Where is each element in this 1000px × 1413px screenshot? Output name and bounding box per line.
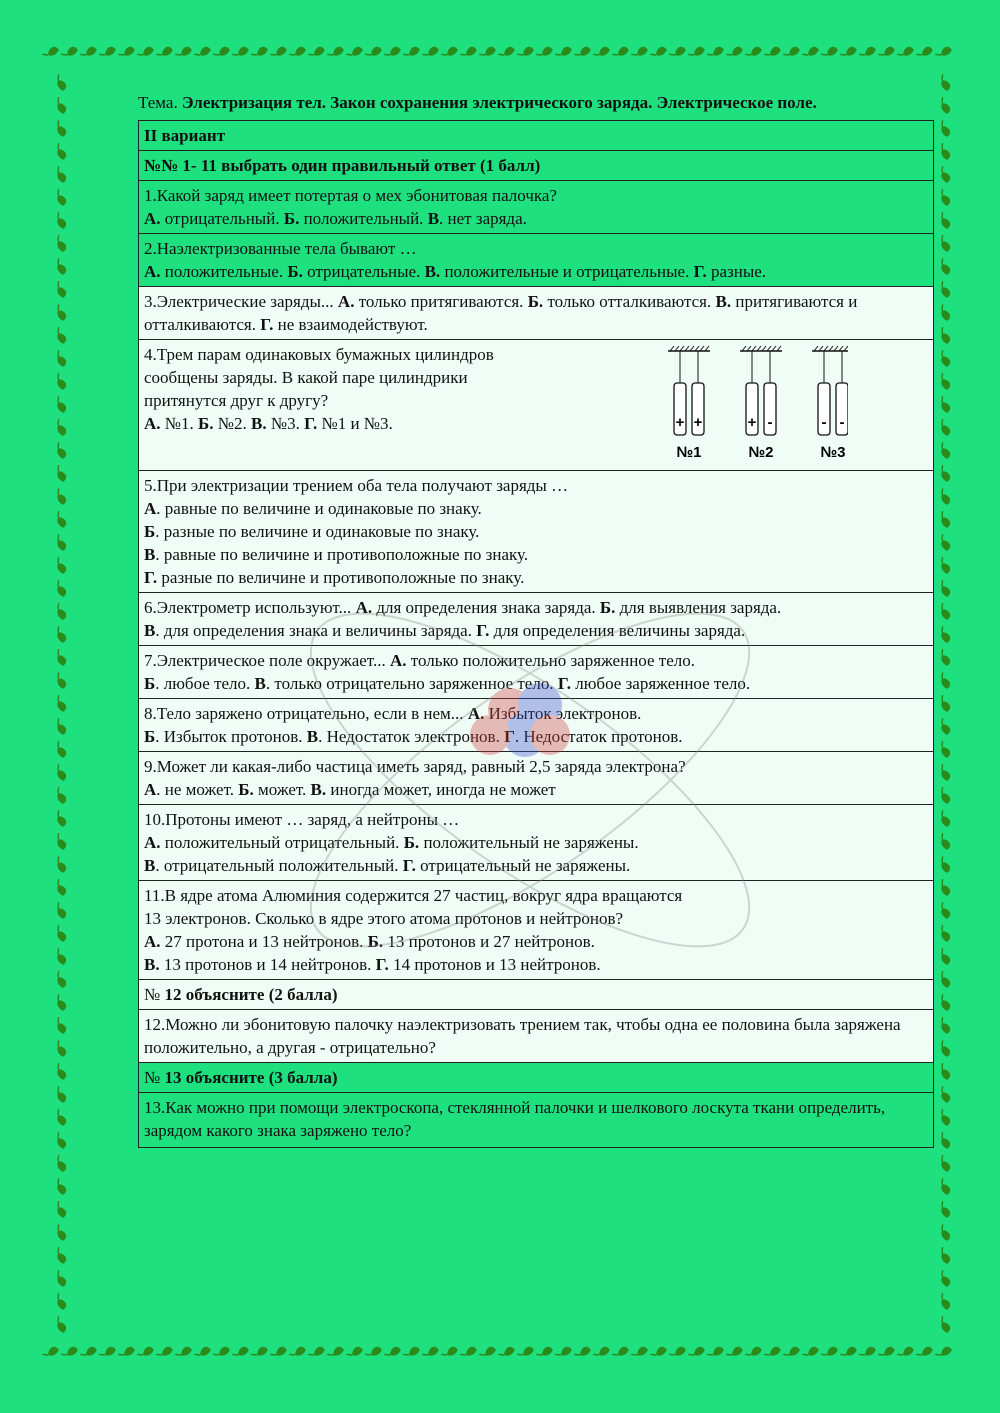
leaf-icon xyxy=(41,45,60,59)
leaf-icon xyxy=(937,1315,951,1334)
leaf-icon xyxy=(307,45,326,59)
leaf-icon xyxy=(53,1016,67,1035)
leaf-icon xyxy=(535,1345,554,1359)
leaf-icon xyxy=(687,45,706,59)
charge-sign: + xyxy=(693,414,703,431)
leaf-icon xyxy=(801,45,820,59)
leaf-icon xyxy=(725,1345,744,1359)
leaf-icon xyxy=(53,234,67,253)
leaf-icon xyxy=(937,234,951,253)
leaf-icon xyxy=(937,464,951,483)
leaf-icon xyxy=(763,1345,782,1359)
leaf-icon xyxy=(288,45,307,59)
leaf-icon xyxy=(53,1154,67,1173)
leaf-icon xyxy=(53,947,67,966)
leaf-icon xyxy=(649,1345,668,1359)
leaf-icon xyxy=(937,441,951,460)
leaf-icon xyxy=(53,763,67,782)
leaf-icon xyxy=(937,763,951,782)
leaf-icon xyxy=(937,717,951,736)
leaf-icon xyxy=(288,1345,307,1359)
leaf-icon xyxy=(326,45,345,59)
variant-row: II вариант xyxy=(139,121,934,151)
leaf-icon xyxy=(53,878,67,897)
leaf-icon xyxy=(53,257,67,276)
leaf-icon xyxy=(763,45,782,59)
leaf-icon xyxy=(937,625,951,644)
leaf-icon xyxy=(934,1345,953,1359)
leaf-icon xyxy=(269,45,288,59)
leaf-icon xyxy=(53,740,67,759)
leaf-icon xyxy=(440,45,459,59)
leaf-icon xyxy=(53,1131,67,1150)
leaf-icon xyxy=(53,96,67,115)
leaf-icon xyxy=(53,280,67,299)
leaf-icon xyxy=(53,809,67,828)
leaf-icon xyxy=(937,1292,951,1311)
charge-sign: - xyxy=(767,414,773,431)
leaf-icon xyxy=(937,188,951,207)
leaf-icon xyxy=(53,188,67,207)
cylinder-pair-3 xyxy=(812,346,848,461)
leaf-icon xyxy=(937,648,951,667)
leaf-icon xyxy=(53,694,67,713)
leaf-icon xyxy=(877,45,896,59)
section-2-header: № 12 объясните (2 балла) xyxy=(139,980,934,1010)
leaf-icon xyxy=(250,45,269,59)
leaf-icon xyxy=(53,1246,67,1265)
leaf-icon xyxy=(98,1345,117,1359)
leaf-icon xyxy=(53,1292,67,1311)
leaf-icon xyxy=(937,579,951,598)
leaf-icon xyxy=(937,878,951,897)
leaf-icon xyxy=(53,1039,67,1058)
leaf-icon xyxy=(41,1345,60,1359)
leaf-icon xyxy=(155,1345,174,1359)
leaf-icon xyxy=(937,165,951,184)
leaf-icon xyxy=(744,45,763,59)
leaf-icon xyxy=(440,1345,459,1359)
page-title: Тема. Электризация тел. Закон сохранения электрического заряда. Электрическое поле. xyxy=(138,93,817,112)
leaf-icon xyxy=(611,1345,630,1359)
leaf-icon xyxy=(364,1345,383,1359)
leaf-icon xyxy=(937,1154,951,1173)
leaf-icon xyxy=(725,45,744,59)
leaf-icon xyxy=(706,1345,725,1359)
leaf-icon xyxy=(53,648,67,667)
leaf-icon xyxy=(383,1345,402,1359)
leaf-icon xyxy=(402,1345,421,1359)
cylinder-pair-2 xyxy=(740,346,782,461)
leaf-icon xyxy=(937,740,951,759)
leaf-icon xyxy=(53,487,67,506)
leaf-icon xyxy=(744,1345,763,1359)
leaf-icon xyxy=(459,1345,478,1359)
leaf-icon xyxy=(345,45,364,59)
leaf-icon xyxy=(937,510,951,529)
leaf-icon xyxy=(839,45,858,59)
leaf-icon xyxy=(937,96,951,115)
leaf-icon xyxy=(915,1345,934,1359)
leaf-icon xyxy=(60,1345,79,1359)
leaf-icon xyxy=(53,1085,67,1104)
leaf-icon xyxy=(937,970,951,989)
leaf-icon xyxy=(326,1345,345,1359)
leaf-icon xyxy=(53,1315,67,1334)
leaf-icon xyxy=(937,280,951,299)
leaf-icon xyxy=(896,1345,915,1359)
leaf-icon xyxy=(820,45,839,59)
leaf-icon xyxy=(937,993,951,1012)
leaf-icon xyxy=(937,855,951,874)
leaf-icon xyxy=(937,924,951,943)
pair-label: №1 xyxy=(676,444,702,461)
leaf-icon xyxy=(497,45,516,59)
leaf-icon xyxy=(155,45,174,59)
leaf-icon xyxy=(937,694,951,713)
leaf-icon xyxy=(937,809,951,828)
leaf-icon xyxy=(53,1062,67,1081)
leaf-icon xyxy=(174,1345,193,1359)
leaf-icon xyxy=(896,45,915,59)
leaf-icon xyxy=(53,510,67,529)
leaf-icon xyxy=(53,901,67,920)
leaf-icon xyxy=(554,1345,573,1359)
leaf-icon xyxy=(53,1200,67,1219)
leaf-icon xyxy=(937,1085,951,1104)
leaf-icon xyxy=(53,372,67,391)
leaf-icon xyxy=(877,1345,896,1359)
leaf-icon xyxy=(193,1345,212,1359)
leaf-icon xyxy=(459,45,478,59)
leaf-icon xyxy=(516,45,535,59)
leaf-icon xyxy=(383,45,402,59)
leaf-icon xyxy=(53,602,67,621)
worksheet xyxy=(138,92,934,1148)
question-2: 2.Наэлектризованные тела бывают … А. положительные. Б. отрицательные. В. положительные и отрицательные. Г. разные. xyxy=(139,234,934,287)
leaf-icon xyxy=(937,1131,951,1150)
leaf-icon xyxy=(839,1345,858,1359)
leaf-icon xyxy=(193,45,212,59)
leaf-icon xyxy=(937,602,951,621)
leaf-icon xyxy=(53,855,67,874)
leaf-icon xyxy=(937,211,951,230)
leaf-icon xyxy=(937,372,951,391)
questions-table xyxy=(138,120,934,1148)
leaf-icon xyxy=(53,1108,67,1127)
leaf-icon xyxy=(53,1223,67,1242)
leaf-icon xyxy=(60,45,79,59)
leaf-icon xyxy=(79,45,98,59)
charge-sign: + xyxy=(747,414,757,431)
leaf-icon xyxy=(937,303,951,322)
leaf-icon xyxy=(630,1345,649,1359)
leaf-icon xyxy=(53,441,67,460)
section-3-header: № 13 объясните (3 балла) xyxy=(139,1063,934,1093)
question-7: 7.Электрическое поле окружает... А. только положительно заряженное тело. Б. любое тело. В. только отрицательно заряженное тело. Г. любое заряженное тело. xyxy=(139,646,934,699)
leaf-icon xyxy=(937,1223,951,1242)
leaf-icon xyxy=(53,625,67,644)
question-12: 12.Можно ли эбонитовую палочку наэлектризовать трением так, чтобы одна ее половина была заряжена положительно, а другая - отрицательно? xyxy=(139,1010,934,1063)
leaf-icon xyxy=(782,1345,801,1359)
leaf-icon xyxy=(53,556,67,575)
leaf-icon xyxy=(53,579,67,598)
question-1: 1.Какой заряд имеет потертая о мех эбонитовая палочка? А. отрицательный. Б. положительный. В. нет заряда. xyxy=(139,181,934,234)
leaf-icon xyxy=(53,671,67,690)
leaf-icon xyxy=(934,45,953,59)
leaf-icon xyxy=(858,1345,877,1359)
leaf-icon xyxy=(250,1345,269,1359)
leaf-icon xyxy=(79,1345,98,1359)
leaf-icon xyxy=(820,1345,839,1359)
leaf-icon xyxy=(937,1062,951,1081)
leaf-icon xyxy=(53,349,67,368)
leaf-icon xyxy=(937,326,951,345)
leaf-icon xyxy=(174,45,193,59)
leaf-icon xyxy=(53,786,67,805)
leaf-icon xyxy=(592,1345,611,1359)
question-11: 11.В ядре атома Алюминия содержится 27 частиц, вокруг ядра вращаются 13 электронов. Сколько в ядре этого атома протонов и нейтронов? А. 27 протона и 13 нейтронов. Б. 13 протонов и 27 нейтронов. В. 13 протонов и 14 нейтронов. Г. 14 протонов и 13 нейтронов. xyxy=(139,881,934,980)
question-8: 8.Тело заряжено отрицательно, если в нем... А. Избыток электронов. Б. Избыток протонов. В. Недостаток электронов. Г. Недостаток протонов. xyxy=(139,699,934,752)
leaf-icon xyxy=(269,1345,288,1359)
leaf-icon xyxy=(53,970,67,989)
leaf-icon xyxy=(53,395,67,414)
leaf-icon xyxy=(937,487,951,506)
leaf-icon xyxy=(535,45,554,59)
leaf-icon xyxy=(937,349,951,368)
charge-sign: - xyxy=(821,414,827,431)
leaf-icon xyxy=(801,1345,820,1359)
leaf-icon xyxy=(53,832,67,851)
leaf-icon xyxy=(421,45,440,59)
charge-sign: + xyxy=(675,414,685,431)
leaf-icon xyxy=(937,832,951,851)
question-3: 3.Электрические заряды... А. только притягиваются. Б. только отталкиваются. В. притягиваются и отталкиваются. Г. не взаимодействуют. xyxy=(139,287,934,340)
leaf-icon xyxy=(53,924,67,943)
leaf-icon xyxy=(53,1177,67,1196)
leaf-icon xyxy=(937,257,951,276)
leaf-icon xyxy=(364,45,383,59)
leaf-icon xyxy=(307,1345,326,1359)
leaf-icon xyxy=(53,418,67,437)
leaf-icon xyxy=(611,45,630,59)
leaf-icon xyxy=(554,45,573,59)
leaf-icon xyxy=(53,142,67,161)
leaf-icon xyxy=(937,1039,951,1058)
leaf-icon xyxy=(53,717,67,736)
leaf-icon xyxy=(630,45,649,59)
cylinder-pair-1 xyxy=(668,346,710,461)
cylinders-figure xyxy=(658,343,848,463)
leaf-icon xyxy=(53,73,67,92)
question-9: 9.Может ли какая-либо частица иметь заряд, равный 2,5 заряда электрона? А. не может. Б. может. В. иногда может, иногда не может xyxy=(139,752,934,805)
charge-sign: - xyxy=(839,414,845,431)
leaf-icon xyxy=(117,1345,136,1359)
leaf-icon xyxy=(53,326,67,345)
leaf-icon xyxy=(915,45,934,59)
leaf-icon xyxy=(136,45,155,59)
leaf-icon xyxy=(937,533,951,552)
leaf-icon xyxy=(53,211,67,230)
leaf-icon xyxy=(478,45,497,59)
question-5: 5.При электризации трением оба тела получают заряды … А. равные по величине и одинаковые по знаку. Б. разные по величине и одинаковые по знаку. В. равные по величине и противоположные по знаку. Г. разные по величине и противоположные по знаку. xyxy=(139,471,934,593)
leaf-icon xyxy=(937,142,951,161)
leaf-icon xyxy=(592,45,611,59)
pair-label: №3 xyxy=(820,444,846,461)
leaf-icon xyxy=(937,1269,951,1288)
leaf-icon xyxy=(937,119,951,138)
leaf-icon xyxy=(706,45,725,59)
leaf-icon xyxy=(516,1345,535,1359)
leaf-icon xyxy=(53,993,67,1012)
leaf-icon xyxy=(937,1246,951,1265)
leaf-icon xyxy=(937,786,951,805)
leaf-icon xyxy=(937,1200,951,1219)
leaf-icon xyxy=(937,1016,951,1035)
leaf-icon xyxy=(782,45,801,59)
leaf-icon xyxy=(53,119,67,138)
leaf-icon xyxy=(212,1345,231,1359)
leaf-icon xyxy=(937,671,951,690)
leaf-icon xyxy=(937,1177,951,1196)
leaf-icon xyxy=(687,1345,706,1359)
leaf-icon xyxy=(421,1345,440,1359)
leaf-icon xyxy=(937,556,951,575)
question-13: 13.Как можно при помощи электроскопа, стеклянной палочки и шелкового лоскута ткани определить, зарядом какого знака заряжено тело? xyxy=(139,1093,934,1148)
leaf-icon xyxy=(53,165,67,184)
leaf-icon xyxy=(937,418,951,437)
leaf-icon xyxy=(858,45,877,59)
leaf-icon xyxy=(937,1108,951,1127)
leaf-icon xyxy=(53,1269,67,1288)
leaf-icon xyxy=(497,1345,516,1359)
leaf-icon xyxy=(53,303,67,322)
leaf-icon xyxy=(53,464,67,483)
leaf-icon xyxy=(212,45,231,59)
leaf-icon xyxy=(98,45,117,59)
section-1-header: №№ 1- 11 выбрать один правильный ответ (1 балл) xyxy=(139,151,934,181)
leaf-icon xyxy=(117,45,136,59)
leaf-icon xyxy=(668,45,687,59)
question-10: 10.Протоны имеют … заряд, а нейтроны … А. положительный отрицательный. Б. положительный не заряжены. В. отрицательный положительный. Г. отрицательный не заряжены. xyxy=(139,805,934,881)
leaf-icon xyxy=(649,45,668,59)
leaf-icon xyxy=(231,45,250,59)
leaf-icon xyxy=(231,1345,250,1359)
leaf-icon xyxy=(937,947,951,966)
leaf-icon xyxy=(402,45,421,59)
leaf-icon xyxy=(53,533,67,552)
leaf-icon xyxy=(136,1345,155,1359)
pair-label: №2 xyxy=(748,444,774,461)
leaf-icon xyxy=(937,901,951,920)
question-4: 4.Трем парам одинаковых бумажных цилиндров сообщены заряды. В какой паре цилиндрики притянутся друг к другу? А. №1. Б. №2. В. №3. Г. №1 и №3. + + №1 + - №2 - - №3 xyxy=(139,340,934,471)
leaf-icon xyxy=(478,1345,497,1359)
leaf-icon xyxy=(668,1345,687,1359)
leaf-icon xyxy=(937,73,951,92)
leaf-icon xyxy=(573,1345,592,1359)
leaf-icon xyxy=(573,45,592,59)
question-6: 6.Электрометр используют... А. для определения знака заряда. Б. для выявления заряда. В. для определения знака и величины заряда. Г. для определения величины заряда. xyxy=(139,593,934,646)
leaf-icon xyxy=(345,1345,364,1359)
leaf-icon xyxy=(937,395,951,414)
